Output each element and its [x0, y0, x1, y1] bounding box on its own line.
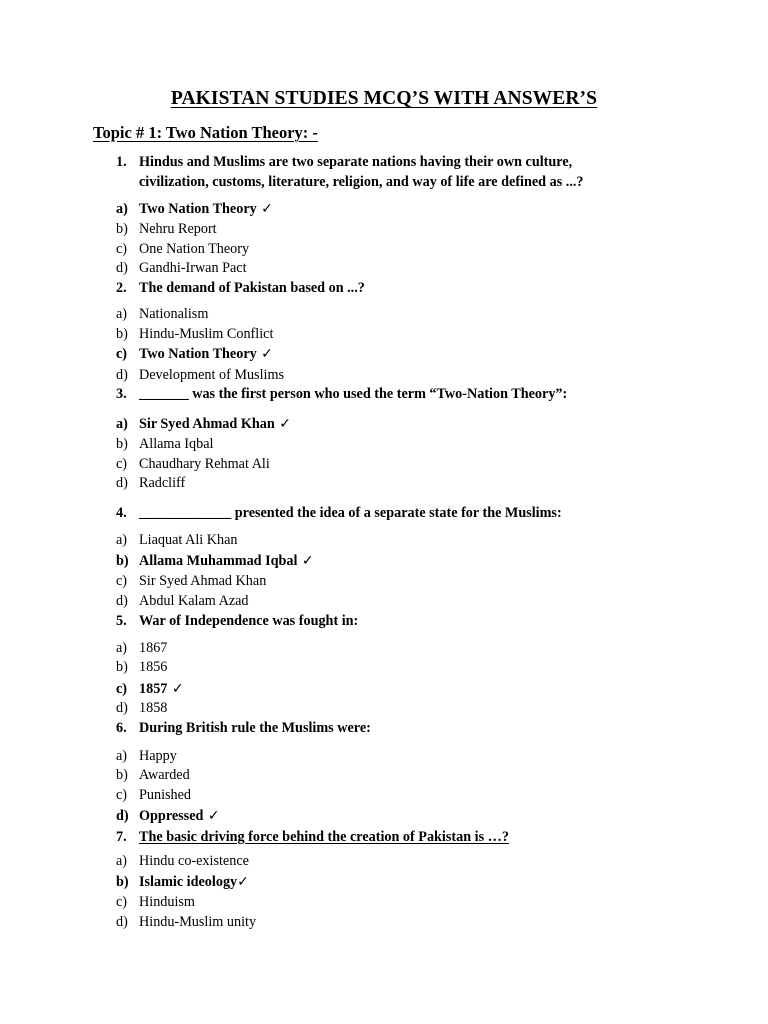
topic-heading: Topic # 1: Two Nation Theory: -: [93, 123, 318, 142]
option-letter: d): [116, 593, 128, 609]
answer-option: [116, 552, 314, 570]
option-text: 1856: [139, 659, 168, 675]
answer-option: [116, 531, 238, 549]
option-letter: a): [116, 201, 128, 217]
question-text: The basic driving force behind the creation of Pakistan is …?: [139, 829, 509, 845]
option-letter: c): [116, 894, 128, 910]
option-text: Gandhi-Irwan Pact: [139, 260, 247, 276]
answer-option: [116, 366, 284, 384]
option-letter: a): [116, 416, 128, 432]
option-text: Two Nation Theory: [139, 201, 257, 217]
question-text: _____________ presented the idea of a separate state for the Muslims:: [139, 505, 562, 521]
answer-option: [116, 572, 266, 590]
question-number: 3.: [116, 386, 127, 402]
checkmark-icon: ✓: [167, 681, 184, 697]
answer-option: [116, 345, 273, 363]
answer-option: [116, 325, 273, 343]
option-letter: d): [116, 808, 129, 824]
question-3: [116, 384, 636, 404]
question-2: [116, 278, 636, 298]
answer-option: [116, 913, 256, 931]
answer-option: [116, 220, 217, 238]
option-text: Awarded: [139, 767, 190, 783]
question-number: 6.: [116, 720, 127, 736]
option-text: 1857: [139, 681, 168, 697]
option-text: Hinduism: [139, 894, 195, 910]
option-text: Liaquat Ali Khan: [139, 532, 238, 548]
question-text: Hindus and Muslims are two separate nations having their own culture, civilization, customs, literature, religion, and way of life are defined as ...?: [139, 154, 584, 190]
option-letter: b): [116, 659, 128, 675]
option-letter: b): [116, 874, 129, 890]
question-number: 7.: [116, 829, 127, 845]
checkmark-icon: ✓: [274, 416, 291, 432]
checkmark-icon: ✓: [256, 346, 273, 362]
question-6: [116, 718, 636, 738]
option-text: 1867: [139, 640, 168, 656]
answer-option: [116, 305, 208, 323]
option-letter: c): [116, 573, 128, 589]
answer-option: [116, 658, 167, 676]
answer-option: [116, 455, 270, 473]
option-text: Development of Muslims: [139, 367, 285, 383]
option-letter: c): [116, 681, 128, 697]
document-title: PAKISTAN STUDIES MCQ’S WITH ANSWER’S: [170, 88, 598, 109]
question-number: 5.: [116, 613, 127, 629]
checkmark-icon: ✓: [203, 808, 220, 824]
option-text: Sir Syed Ahmad Khan: [139, 573, 267, 589]
option-text: One Nation Theory: [139, 241, 250, 257]
question-4: [116, 503, 636, 523]
answer-option: [116, 786, 191, 804]
answer-option: [116, 592, 249, 610]
answer-option: [116, 639, 167, 657]
answer-option: [116, 766, 190, 784]
question-text: During British rule the Muslims were:: [139, 720, 371, 736]
checkmark-icon: ✓: [297, 553, 314, 569]
option-letter: d): [116, 260, 128, 276]
option-text: Nehru Report: [139, 221, 217, 237]
option-letter: b): [116, 326, 128, 342]
answer-option: [116, 893, 195, 911]
option-text: Radcliff: [139, 475, 186, 491]
option-letter: d): [116, 914, 128, 930]
option-text: Hindu co-existence: [139, 853, 249, 869]
answer-option: [116, 240, 249, 258]
option-letter: c): [116, 787, 128, 803]
answer-option: [116, 259, 247, 277]
option-text: Chaudhary Rehmat Ali: [139, 456, 270, 472]
answer-option: [116, 807, 220, 825]
question-text: War of Independence was fought in:: [139, 613, 359, 629]
option-text: Sir Syed Ahmad Khan: [139, 416, 275, 432]
answer-option: [116, 415, 291, 433]
question-7: [116, 827, 636, 847]
answer-option: [116, 435, 213, 453]
option-text: Oppressed: [139, 808, 204, 824]
checkmark-icon: ✓: [237, 874, 249, 890]
option-letter: a): [116, 748, 128, 764]
question-text: _______ was the first person who used the term “Two-Nation Theory”:: [139, 386, 568, 402]
option-letter: a): [116, 532, 128, 548]
question-text: The demand of Pakistan based on ...?: [139, 280, 365, 296]
option-text: Abdul Kalam Azad: [139, 593, 249, 609]
option-letter: a): [116, 853, 128, 869]
option-text: Allama Muhammad Iqbal: [139, 553, 298, 569]
option-text: Two Nation Theory: [139, 346, 257, 362]
option-letter: c): [116, 456, 128, 472]
answer-option: [116, 680, 184, 698]
checkmark-icon: ✓: [256, 201, 273, 217]
option-letter: c): [116, 241, 128, 257]
option-text: Hindu-Muslim Conflict: [139, 326, 274, 342]
option-letter: c): [116, 346, 128, 362]
option-text: Happy: [139, 748, 177, 764]
question-number: 4.: [116, 505, 127, 521]
question-number: 1.: [116, 154, 127, 170]
option-letter: d): [116, 700, 128, 716]
option-letter: b): [116, 767, 128, 783]
option-letter: a): [116, 640, 128, 656]
option-text: Punished: [139, 787, 192, 803]
option-letter: b): [116, 436, 128, 452]
option-text: Islamic ideology: [139, 874, 238, 890]
answer-option: [116, 852, 249, 870]
option-text: 1858: [139, 700, 168, 716]
answer-option: [116, 200, 273, 218]
question-1: [116, 152, 636, 192]
answer-option: [116, 699, 167, 717]
answer-option: [116, 873, 249, 891]
answer-option: [116, 747, 177, 765]
question-5: [116, 611, 636, 631]
option-letter: b): [116, 553, 129, 569]
option-letter: d): [116, 367, 128, 383]
option-text: Hindu-Muslim unity: [139, 914, 257, 930]
option-text: Allama Iqbal: [139, 436, 214, 452]
option-letter: d): [116, 475, 128, 491]
question-number: 2.: [116, 280, 127, 296]
option-letter: b): [116, 221, 128, 237]
answer-option: [116, 474, 185, 492]
option-letter: a): [116, 306, 128, 322]
option-text: Nationalism: [139, 306, 209, 322]
